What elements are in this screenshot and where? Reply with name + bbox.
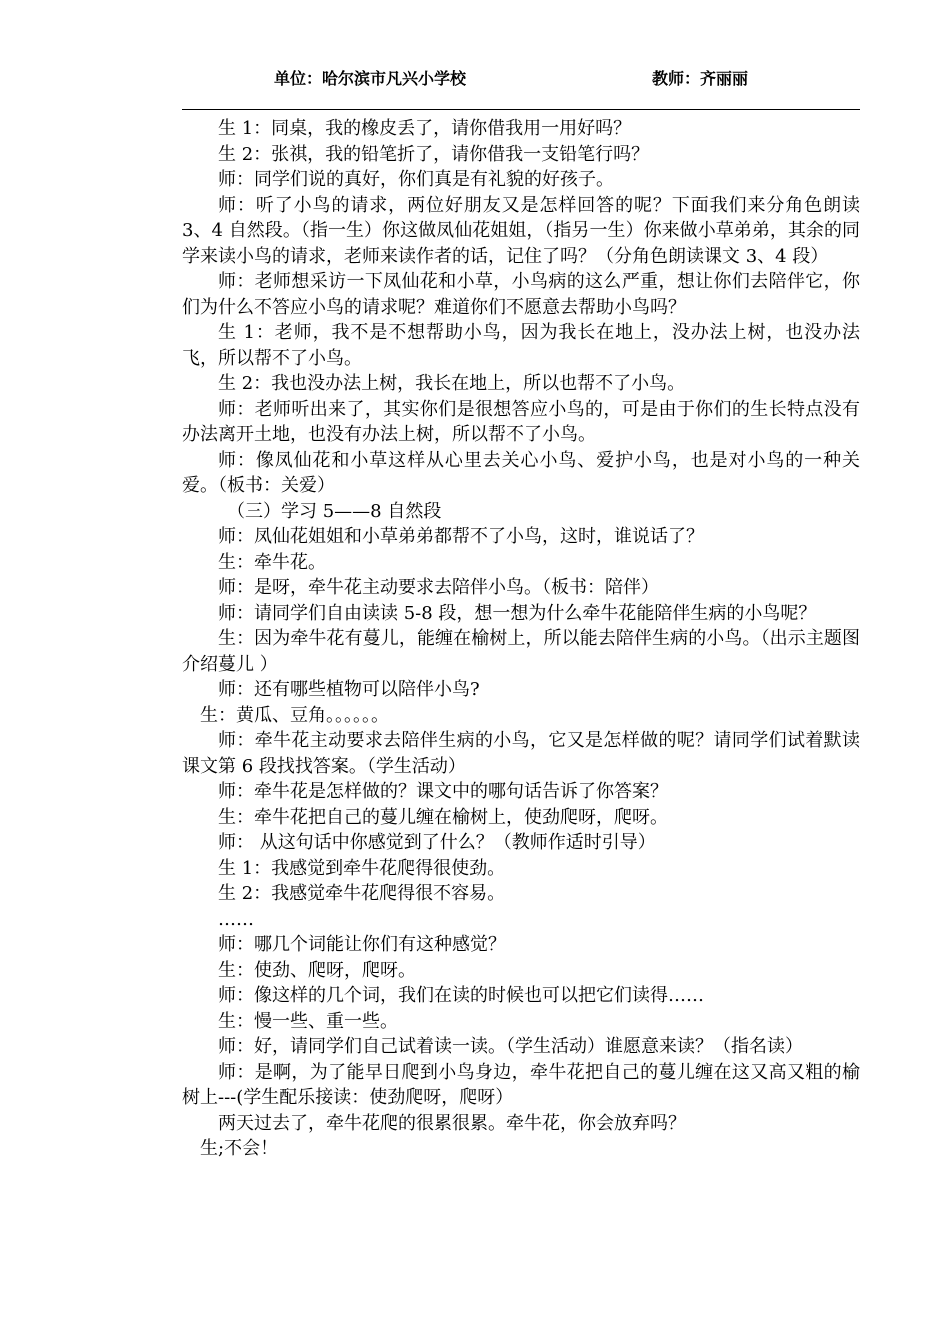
paragraph: 师： 从这句话中你感觉到了什么？（教师作适时引导） bbox=[218, 832, 656, 853]
paragraph: 师：老师想采访一下凤仙花和小草，小鸟病的这么严重，想让你们去陪伴它，你们为什么不答应小鸟的请求呢？难道你们不愿意去帮助小鸟吗？ bbox=[182, 271, 860, 318]
page-header bbox=[182, 66, 860, 92]
paragraph: 生 1：我感觉到牵牛花爬得很使劲。 bbox=[218, 857, 506, 879]
paragraph: 师：同学们说的真好，你们真是有礼貌的好孩子。 bbox=[218, 169, 614, 190]
paragraph: 师：凤仙花姐姐和小草弟弟都帮不了小鸟，这时，谁说话了？ bbox=[218, 526, 704, 547]
paragraph: 师：好，请同学们自己试着读一读。（学生活动）谁愿意来读？（指名读） bbox=[218, 1036, 803, 1057]
paragraph: 师：哪几个词能让你们有这种感觉？ bbox=[218, 934, 506, 955]
paragraph: 师：是呀，牵牛花主动要求去陪伴小鸟。（板书：陪伴） bbox=[218, 577, 659, 598]
paragraph: 两天过去了，牵牛花爬的很累很累。牵牛花，你会放弃吗？ bbox=[218, 1112, 686, 1134]
paragraph: 生;不会！ bbox=[200, 1138, 279, 1159]
paragraph: 生：黄瓜、豆角。。。。。。 bbox=[200, 704, 389, 726]
paragraph: 师：牵牛花是怎样做的？课文中的哪句话告诉了你答案？ bbox=[218, 781, 668, 802]
paragraph: 生：牵牛花把自己的蔓儿缠在榆树上，使劲爬呀，爬呀。 bbox=[218, 806, 668, 828]
lesson-transcript bbox=[182, 116, 860, 1162]
paragraph: 生：使劲、爬呀，爬呀。 bbox=[218, 959, 416, 981]
ellipsis-line: …… bbox=[218, 908, 254, 930]
paragraph: 师：像这样的几个词，我们在读的时候也可以把它们读得…… bbox=[218, 985, 704, 1006]
paragraph: 生：因为牵牛花有蔓儿，能缠在榆树上，所以能去陪伴生病的小鸟。（出示主题图介绍蔓儿 ） bbox=[182, 628, 860, 675]
header-divider bbox=[182, 109, 860, 110]
paragraph: 师：是啊，为了能早日爬到小鸟身边，牵牛花把自己的蔓儿缠在这又高又粗的榆树上---(学生配乐接读：使劲爬呀，爬呀） bbox=[182, 1061, 860, 1108]
teacher-name-label: 教师：齐丽丽 bbox=[652, 69, 749, 88]
paragraph: 生 2：我感觉牵牛花爬得很不容易。 bbox=[218, 883, 506, 904]
paragraph: 生 1：同桌，我的橡皮丢了，请你借我用一用好吗？ bbox=[218, 118, 632, 139]
paragraph: 师：听了小鸟的请求，两位好朋友又是怎样回答的呢？下面我们来分角色朗读 3、4 自然段。（指一生）你这做凤仙花姐姐，（指另一生）你来做小草弟弟，其余的同学来读小鸟的请求，老师来读作者的话，记住了吗？（分角色朗读课文 3、4 段） bbox=[182, 194, 860, 267]
paragraph: 生：慢一些、重一些。 bbox=[218, 1010, 398, 1032]
paragraph: 生：牵牛花。 bbox=[218, 551, 326, 573]
paragraph: 生 1：老师，我不是不想帮助小鸟，因为我长在地上，没办法上树，也没办法飞，所以帮不了小鸟。 bbox=[182, 322, 860, 369]
paragraph: 师：牵牛花主动要求去陪伴生病的小鸟，它又是怎样做的呢？请同学们试着默读课文第 6 段找找答案。（学生活动） bbox=[182, 730, 860, 777]
section-heading: （三）学习 5——8 自然段 bbox=[227, 500, 442, 522]
paragraph: 师：还有哪些植物可以陪伴小鸟? bbox=[218, 679, 480, 700]
paragraph: 师：老师听出来了，其实你们是很想答应小鸟的，可是由于你们的生长特点没有办法离开土地，也没有办法上树，所以帮不了小鸟。 bbox=[182, 398, 860, 445]
paragraph: 生 2：张祺，我的铅笔折了，请你借我一支铅笔行吗？ bbox=[218, 143, 650, 165]
school-unit-label: 单位：哈尔滨市凡兴小学校 bbox=[274, 69, 467, 88]
paragraph: 生 2：我也没办法上树，我长在地上，所以也帮不了小鸟。 bbox=[218, 373, 686, 394]
paragraph: 师：像凤仙花和小草这样从心里去关心小鸟、爱护小鸟，也是对小鸟的一种关爱。（板书：关爱） bbox=[182, 449, 860, 496]
paragraph: 师：请同学们自由读读 5-8 段，想一想为什么牵牛花能陪伴生病的小鸟呢？ bbox=[218, 602, 817, 624]
